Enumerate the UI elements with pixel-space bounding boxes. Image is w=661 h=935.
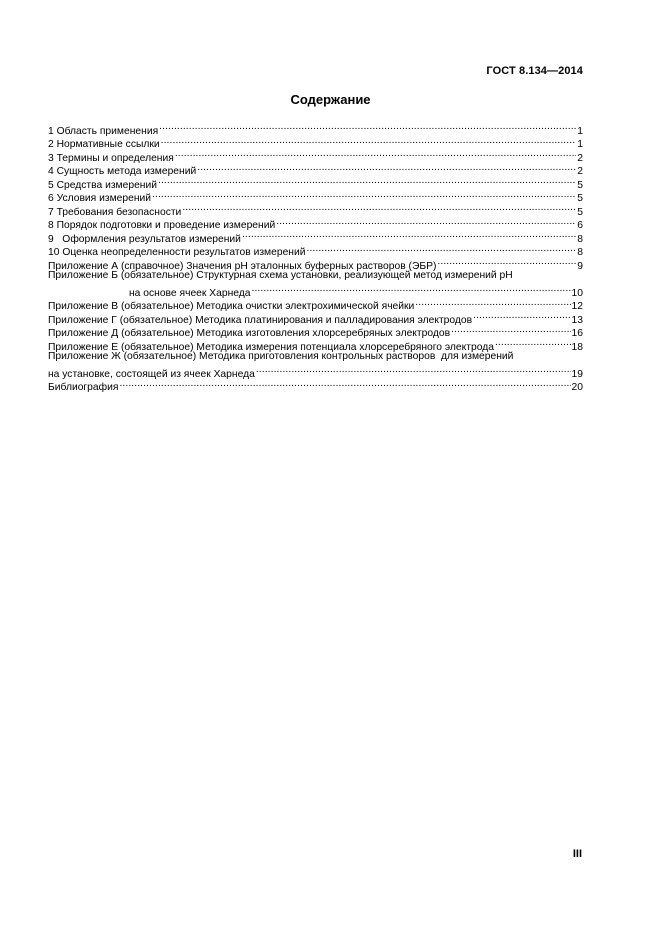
toc-leader (119, 377, 570, 391)
toc-entry[interactable] (48, 269, 583, 299)
toc-entry-text: 7 Требования безопасности (48, 206, 182, 218)
toc-entry-text: 2 Нормативные ссылки (48, 139, 160, 150)
toc-entry-text: 8 Порядок подготовки и проведение измерений (48, 220, 276, 231)
toc-page-number: 5 (577, 179, 583, 191)
toc-entry-text-first-line: Приложение Ж (обязательное) Методика приготовления контрольных растворов для измерений (48, 350, 514, 362)
toc-entry-text: 6 Условия измерений (48, 193, 152, 204)
toc-entry[interactable] (48, 120, 583, 137)
toc-leader (197, 161, 576, 175)
toc-entry-text: Приложение Е (обязательное) Методика измерения потенциала хлорсеребряного электрода (48, 341, 494, 353)
toc-entry-text: на основе ячеек Харнеда (129, 287, 251, 299)
toc-entry-text-first-line: Приложение Б (обязательное) Структурная схема установки, реализующей метод измерений pH (48, 269, 513, 281)
toc-leader (473, 309, 570, 323)
toc-entry-text: Приложение Д (обязательное) Методика изготовления хлорсеребряных электродов (48, 328, 451, 339)
toc-entry[interactable] (48, 350, 583, 380)
toc-page-number: 12 (571, 301, 583, 312)
toc-leader (182, 201, 576, 215)
toc-page-number: 19 (571, 368, 583, 380)
toc-entry-text: 9 Оформления результатов измерений (48, 233, 241, 245)
toc-entry-text: Приложение В (обязательное) Методика очистки электрохимической ячейки (48, 301, 415, 312)
toc-entry-text: на установке, состоящей из ячеек Харнеда (48, 368, 255, 380)
page-number: III (572, 848, 582, 860)
toc-entry-text: Библиография (48, 382, 119, 393)
toc-leader (152, 188, 576, 202)
toc-page-number: 2 (577, 152, 583, 164)
toc-page-number: 1 (577, 125, 583, 137)
toc-entry[interactable] (48, 377, 583, 391)
toc-entry-text: 3 Термины и определения (48, 152, 174, 164)
toc-leader (158, 174, 576, 188)
toc-entry-text: 10 Оценка неопределенности результатов измерений (48, 247, 306, 258)
toc-page-number: 2 (577, 166, 583, 177)
toc-entry-text: 1 Область применения (48, 125, 159, 137)
toc-page-number: 6 (577, 220, 583, 231)
toc-entry-text: 4 Сущность метода измерений (48, 166, 197, 177)
toc-page-number: 8 (577, 247, 583, 258)
toc-leader (175, 147, 576, 161)
toc-page-number: 5 (577, 206, 583, 218)
toc-leader (159, 120, 576, 134)
toc-leader (161, 134, 577, 148)
toc-page-number: 8 (577, 233, 583, 245)
toc-entry-text: Приложение Г (обязательное) Методика платинирования и палладирования электродов (48, 314, 473, 326)
toc-leader (415, 296, 570, 310)
toc-page-number: 13 (571, 314, 583, 326)
toc-page-number: 20 (571, 382, 583, 393)
page-title: Содержание (290, 92, 371, 107)
toc-page-number: 9 (577, 260, 583, 272)
toc-leader (242, 228, 576, 242)
toc-leader (451, 323, 570, 337)
toc-leader (495, 336, 571, 350)
toc-leader (437, 255, 576, 269)
toc-page-number: 5 (577, 193, 583, 204)
toc-entry-text: 5 Средства измерений (48, 179, 157, 191)
document-code: ГОСТ 8.134—2014 (486, 65, 583, 77)
table-of-contents (48, 120, 583, 393)
toc-leader (307, 242, 577, 256)
toc-leader (276, 215, 576, 229)
toc-page-number: 1 (577, 139, 583, 150)
toc-leader (252, 282, 571, 296)
toc-page-number: 18 (571, 341, 583, 353)
toc-entry-text: Приложение А (справочное) Значения pH эталонных буферных растворов (ЭБР) (48, 260, 437, 272)
toc-leader (256, 363, 571, 377)
toc-page-number: 16 (571, 328, 583, 339)
toc-page-number: 10 (571, 287, 583, 299)
